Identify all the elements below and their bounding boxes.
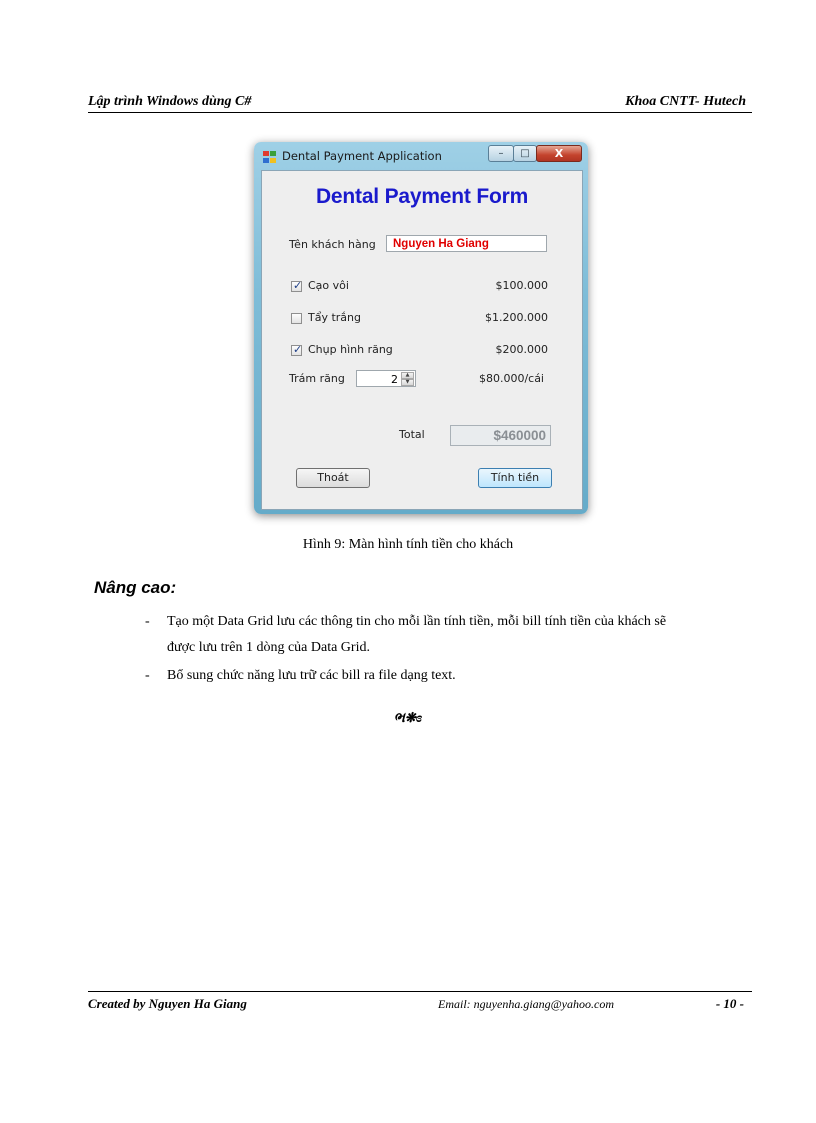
stepper-up-icon[interactable]: ▲ — [401, 372, 414, 379]
page-footer — [88, 991, 752, 1016]
customer-name-input[interactable]: Nguyen Ha Giang — [386, 235, 547, 252]
service-label-chup-hinh-rang: Chụp hình răng — [308, 343, 393, 356]
calculate-button[interactable]: Tính tiền — [478, 468, 552, 488]
checkbox-chup-hinh-rang[interactable] — [291, 345, 302, 356]
service-price-chup-hinh-rang: $200.000 — [495, 343, 548, 356]
page-header — [88, 94, 752, 113]
header-faculty: Khoa CNTT- Hutech — [625, 94, 746, 109]
filling-count-stepper[interactable] — [356, 370, 416, 387]
filling-count-value: 2 — [391, 373, 398, 386]
stepper-down-icon[interactable]: ▼ — [401, 379, 414, 386]
checkmark-icon: ✓ — [293, 343, 303, 356]
header-course-title: Lập trình Windows dùng C# — [88, 94, 252, 109]
form-client-area — [261, 170, 583, 510]
filling-label: Trám răng — [289, 372, 345, 385]
checkmark-icon: ✓ — [293, 279, 303, 292]
minimize-icon: – — [498, 148, 504, 159]
page-number: - 10 - — [715, 996, 744, 1011]
close-button[interactable] — [536, 145, 582, 162]
bullet-text-line: Tạo một Data Grid lưu các thông tin cho mỗi lần tính tiền, mỗi bill tính tiền của khách sẽ — [167, 614, 667, 629]
exit-button[interactable]: Thoát — [296, 468, 370, 488]
total-label: Total — [399, 428, 425, 441]
service-label-cao-voi: Cạo vôi — [308, 279, 349, 292]
maximize-button[interactable] — [513, 145, 537, 162]
app-icon — [263, 151, 276, 163]
service-price-tay-trang: $1.200.000 — [485, 311, 548, 324]
total-value-field: $460000 — [450, 425, 551, 446]
window-title: Dental Payment Application — [282, 149, 442, 163]
bullet-marker: - — [145, 614, 150, 629]
app-window-screenshot — [254, 142, 588, 514]
bullet-marker: - — [145, 668, 150, 683]
close-icon: X — [554, 147, 564, 160]
service-price-cao-voi: $100.000 — [495, 279, 548, 292]
checkbox-tay-trang[interactable] — [291, 313, 302, 324]
window-titlebar — [254, 142, 588, 170]
form-title: Dental Payment Form — [315, 185, 529, 208]
bullet-text-line: Bổ sung chức năng lưu trữ các bill ra file dạng text. — [167, 668, 456, 683]
filling-price: $80.000/cái — [478, 372, 544, 385]
footer-author: Created by Nguyen Ha Giang — [88, 996, 247, 1011]
maximize-icon: □ — [520, 148, 530, 159]
bullet-text-line: được lưu trên 1 dòng của Data Grid. — [167, 640, 370, 655]
checkbox-cao-voi[interactable] — [291, 281, 302, 292]
section-title: Nâng cao: — [94, 578, 177, 597]
ornament-divider: ભ❋ɞ — [393, 711, 423, 726]
customer-name-label: Tên khách hàng — [289, 238, 376, 251]
service-label-tay-trang: Tẩy trắng — [308, 311, 361, 324]
figure-caption: Hình 9: Màn hình tính tiền cho khách — [302, 537, 514, 552]
minimize-button[interactable] — [488, 145, 514, 162]
footer-email: Email: nguyenha.giang@yahoo.com — [438, 997, 615, 1011]
